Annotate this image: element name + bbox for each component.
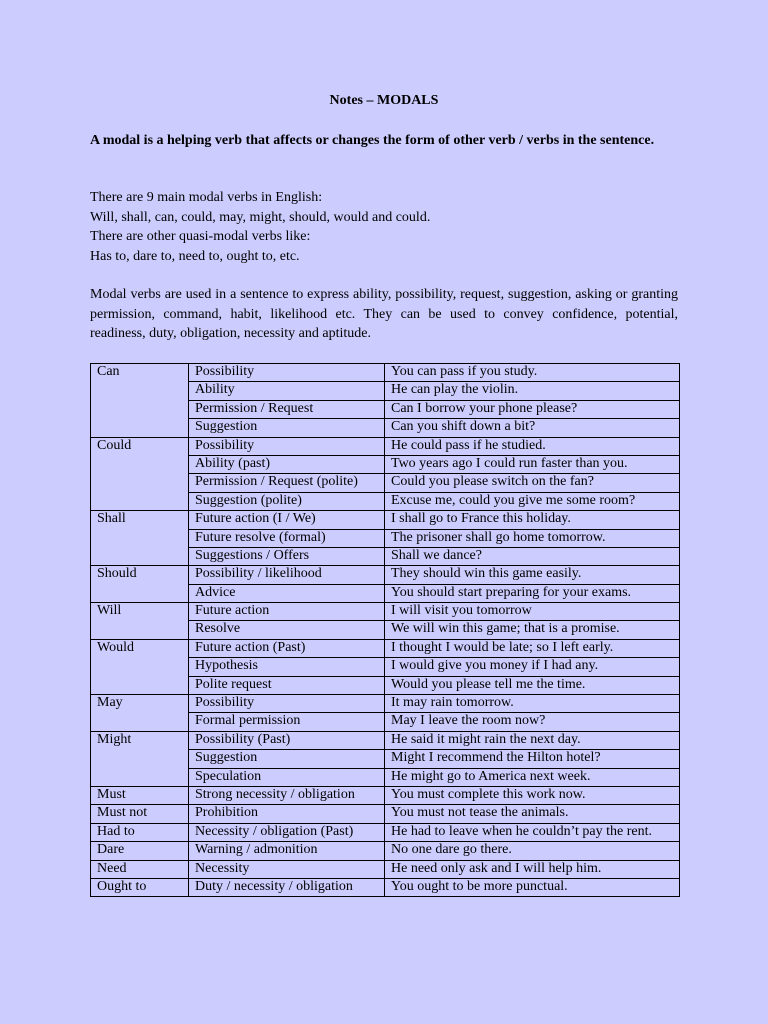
use-cell: Duty / necessity / obligation (189, 878, 385, 896)
use-cell: Formal permission (189, 713, 385, 731)
modal-cell: Shall (91, 511, 189, 566)
modal-cell: Would (91, 639, 189, 694)
example-cell: Shall we dance? (385, 547, 680, 565)
use-cell: Hypothesis (189, 658, 385, 676)
example-cell: You should start preparing for your exams. (385, 584, 680, 602)
example-cell: Would you please tell me the time. (385, 676, 680, 694)
page-title: Notes – MODALS (329, 93, 439, 108)
modal-cell: Must (91, 786, 189, 804)
modal-cell: May (91, 695, 189, 732)
use-cell: Polite request (189, 676, 385, 694)
example-cell: Might I recommend the Hilton hotel? (385, 750, 680, 768)
example-cell: He need only ask and I will help him. (385, 860, 680, 878)
example-cell: It may rain tomorrow. (385, 695, 680, 713)
use-cell: Possibility (Past) (189, 731, 385, 749)
example-cell: They should win this game easily. (385, 566, 680, 584)
example-cell: He said it might rain the next day. (385, 731, 680, 749)
example-cell: Can you shift down a bit? (385, 419, 680, 437)
modal-cell: Might (91, 731, 189, 786)
example-cell: I will visit you tomorrow (385, 603, 680, 621)
example-cell: You must complete this work now. (385, 786, 680, 804)
modal-cell: Can (91, 364, 189, 438)
intro-line: There are 9 main modal verbs in English: (90, 190, 323, 205)
table-row (91, 639, 680, 657)
use-cell: Strong necessity / obligation (189, 786, 385, 804)
table-row (91, 878, 680, 896)
use-cell: Speculation (189, 768, 385, 786)
example-cell: I shall go to France this holiday. (385, 511, 680, 529)
use-cell: Warning / admonition (189, 842, 385, 860)
example-cell: He had to leave when he couldn’t pay the rent. (385, 823, 680, 841)
modal-cell: Must not (91, 805, 189, 823)
table-row (91, 860, 680, 878)
example-cell: You ought to be more punctual. (385, 878, 680, 896)
table-row (91, 842, 680, 860)
table-row (91, 437, 680, 455)
example-cell: Can I borrow your phone please? (385, 400, 680, 418)
use-cell: Future action (I / We) (189, 511, 385, 529)
intro-line: There are other quasi-modal verbs like: (90, 229, 311, 244)
use-cell: Ability (past) (189, 455, 385, 473)
table-row (91, 695, 680, 713)
use-cell: Necessity / obligation (Past) (189, 823, 385, 841)
modal-cell: Ought to (91, 878, 189, 896)
use-cell: Suggestion (189, 419, 385, 437)
modal-cell: Need (91, 860, 189, 878)
use-cell: Possibility (189, 437, 385, 455)
use-cell: Future resolve (formal) (189, 529, 385, 547)
use-cell: Future action (189, 603, 385, 621)
example-cell: No one dare go there. (385, 842, 680, 860)
table-row (91, 823, 680, 841)
example-cell: We will win this game; that is a promise. (385, 621, 680, 639)
example-cell: Two years ago I could run faster than you. (385, 455, 680, 473)
modal-cell: Could (91, 437, 189, 511)
modal-cell: Had to (91, 823, 189, 841)
example-cell: The prisoner shall go home tomorrow. (385, 529, 680, 547)
example-cell: He could pass if he studied. (385, 437, 680, 455)
use-cell: Advice (189, 584, 385, 602)
table-row (91, 786, 680, 804)
use-cell: Prohibition (189, 805, 385, 823)
use-cell: Resolve (189, 621, 385, 639)
example-cell: Excuse me, could you give me some room? (385, 492, 680, 510)
use-cell: Possibility (189, 695, 385, 713)
example-cell: I thought I would be late; so I left early. (385, 639, 680, 657)
use-cell: Suggestion (189, 750, 385, 768)
use-cell: Suggestions / Offers (189, 547, 385, 565)
table-row (91, 603, 680, 621)
use-cell: Necessity (189, 860, 385, 878)
modal-cell: Will (91, 603, 189, 640)
modals-table (90, 363, 680, 897)
table-row (91, 805, 680, 823)
use-cell: Future action (Past) (189, 639, 385, 657)
table-row (91, 566, 680, 584)
example-cell: You can pass if you study. (385, 364, 680, 382)
table-row (91, 364, 680, 382)
intro-list (90, 188, 678, 266)
example-cell: May I leave the room now? (385, 713, 680, 731)
modal-cell: Should (91, 566, 189, 603)
usage-paragraph: Modal verbs are used in a sentence to express ability, possibility, request, suggestion, asking or granting permission, command, habit, likelihood etc. They can be used to convey confidence, potential, readiness, duty, obligation, necessity and aptitude. (90, 287, 678, 341)
use-cell: Suggestion (polite) (189, 492, 385, 510)
use-cell: Possibility (189, 364, 385, 382)
table-row (91, 511, 680, 529)
use-cell: Permission / Request (189, 400, 385, 418)
intro-line: Has to, dare to, need to, ought to, etc. (90, 248, 300, 264)
table-row (91, 731, 680, 749)
example-cell: I would give you money if I had any. (385, 658, 680, 676)
modal-cell: Dare (91, 842, 189, 860)
modal-definition: A modal is a helping verb that affects or changes the form of other verb / verbs in the sentence. (90, 133, 655, 148)
example-cell: He can play the violin. (385, 382, 680, 400)
example-cell: Could you please switch on the fan? (385, 474, 680, 492)
use-cell: Possibility / likelihood (189, 566, 385, 584)
example-cell: You must not tease the animals. (385, 805, 680, 823)
use-cell: Permission / Request (polite) (189, 474, 385, 492)
example-cell: He might go to America next week. (385, 768, 680, 786)
use-cell: Ability (189, 382, 385, 400)
intro-line: Will, shall, can, could, may, might, should, would and could. (90, 209, 431, 225)
